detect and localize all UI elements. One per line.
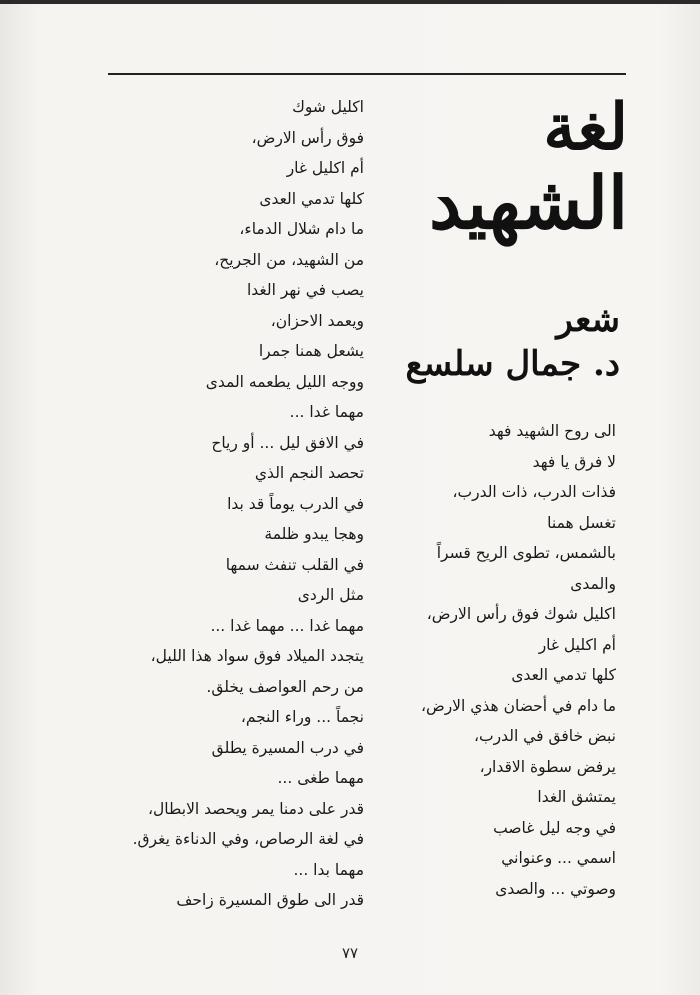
poem-line: في الافق ليل ... أو رياح xyxy=(211,433,364,452)
poem-line: مهما غدا ... مهما غدا ... xyxy=(210,616,364,635)
genre-label: شعر xyxy=(556,300,620,340)
poem-line: نبض خافق في الدرب، xyxy=(474,727,616,745)
poem-line: من رحم العواصف يخلق. xyxy=(206,677,364,696)
poem-line: كلها تدمي العدى xyxy=(259,189,364,208)
poem-line: وصوتي ... والصدى xyxy=(495,879,616,898)
poem-column-right xyxy=(366,416,616,904)
poem-line: كلها تدمي العدى xyxy=(511,666,616,684)
poem-line: ما دام في أحضان هذي الارض، xyxy=(420,696,616,715)
poem-title-line-1: لغة xyxy=(543,90,628,165)
scan-top-edge xyxy=(0,0,700,4)
poem-line: فذات الدرب، ذات الدرب، xyxy=(452,483,616,501)
poem-line: في درب المسيرة يطلق xyxy=(211,738,364,757)
poem-line: مهما طغى ... xyxy=(277,769,364,787)
poem-line: بالشمس، تطوى الريح قسراً xyxy=(436,544,616,562)
header-rule xyxy=(108,73,626,75)
poem-line: اكليل شوك فوق رأس الارض، xyxy=(426,605,616,623)
poem-title xyxy=(429,90,628,246)
poem-line: تحصد النجم الذي xyxy=(254,464,364,482)
poem-line: نجماً ... وراء النجم، xyxy=(240,708,364,726)
poem-line: يتجدد الميلاد فوق سواد هذا الليل، xyxy=(150,647,364,665)
poem-line: في القلب تنفث سمها xyxy=(225,555,364,574)
poem-line: أم اكليل غار xyxy=(538,635,616,654)
poem-line: مهما بدا ... xyxy=(293,860,364,879)
poem-line: يرفض سطوة الاقدار، xyxy=(479,757,616,776)
poem-line: في وجه ليل غاصب xyxy=(493,818,616,837)
poem-column-left xyxy=(114,92,364,916)
poem-line: فوق رأس الارض، xyxy=(251,128,364,147)
poem-line: يمتشق الغدا xyxy=(537,788,616,806)
poem-line: ما دام شلال الدماء، xyxy=(239,220,364,238)
poem-line: الى روح الشهيد فهد xyxy=(488,422,616,440)
poem-line: مثل الردى xyxy=(297,586,364,604)
poem-line: من الشهيد، من الجريح، xyxy=(214,250,364,269)
poem-line: والمدى xyxy=(570,574,616,593)
poem-line: ويعمد الاحزان، xyxy=(270,311,364,330)
poem-line: لا فرق يا فهد xyxy=(532,452,616,471)
poem-line: وهجا يبدو ظلمة xyxy=(264,525,364,543)
poem-line: في لغة الرصاص، وفي الدناءة يغرق. xyxy=(132,830,364,848)
poem-line: قدر على دمنا يمر ويحصد الابطال، xyxy=(148,799,364,818)
poem-line: مهما غدا ... xyxy=(289,403,364,421)
poem-line: قدر الى طوق المسيرة زاحف xyxy=(176,891,364,909)
poem-line: اكليل شوك xyxy=(292,98,364,116)
poem-line: يصب في نهر الغدا xyxy=(246,281,364,299)
poem-line: يشعل همنا جمرا xyxy=(258,342,364,360)
poem-line: تغسل همنا xyxy=(547,513,616,532)
poem-line: اسمي ... وعنواني xyxy=(501,849,616,867)
poem-title-line-2: الشهيد xyxy=(429,160,628,245)
author-name: د. جمال سلسع xyxy=(405,344,620,384)
page-number: ٧٧ xyxy=(341,944,359,962)
poem-line: ووجه الليل يطعمه المدى xyxy=(205,372,364,391)
poem-line: في الدرب يوماً قد بدا xyxy=(227,494,364,513)
poem-line: أم اكليل غار xyxy=(286,159,364,177)
